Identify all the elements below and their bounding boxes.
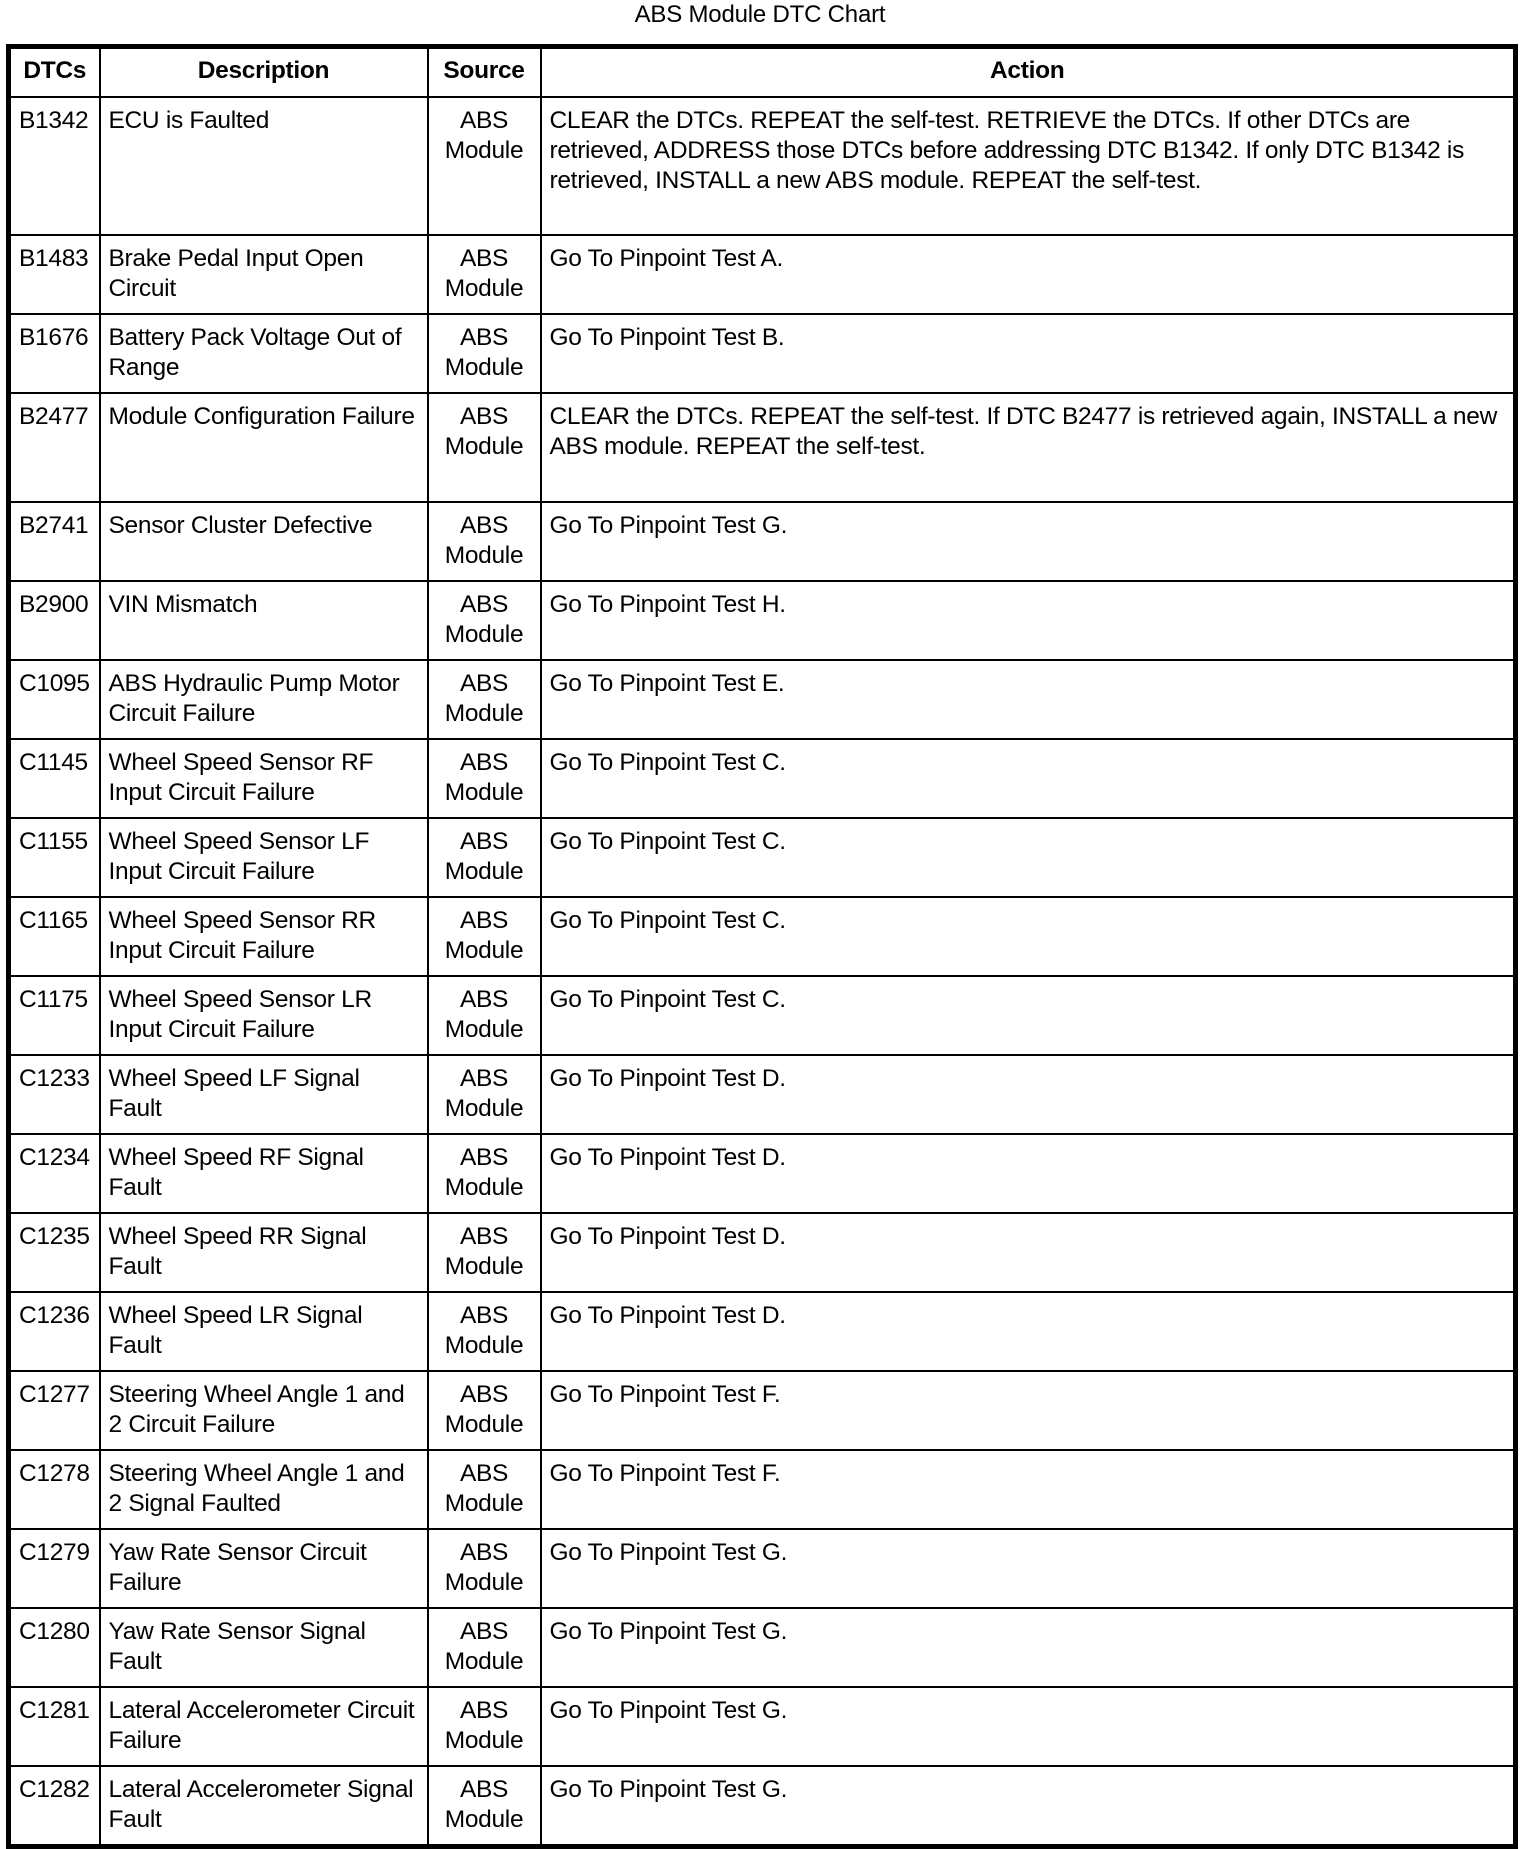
source-text: ABS Module	[444, 1618, 524, 1675]
dtc-action: Go To Pinpoint Test D.	[541, 1055, 1516, 1134]
dtc-action: Go To Pinpoint Test G.	[541, 1529, 1516, 1608]
dtc-action: CLEAR the DTCs. REPEAT the self-test. RETRIEVE the DTCs. If other DTCs are retrieved, ADDRESS those DTCs before addressing DTC B1342. If only DTC B1342 is retrieved, INSTALL a new ABS module. REPEAT the self-test.	[541, 97, 1516, 235]
dtc-source	[428, 818, 541, 897]
dtc-source	[428, 1134, 541, 1213]
dtc-code: C1145	[9, 739, 100, 818]
source-text: ABS Module	[444, 1539, 524, 1596]
dtc-action: CLEAR the DTCs. REPEAT the self-test. If DTC B2477 is retrieved again, INSTALL a new ABS module. REPEAT the self-test.	[541, 393, 1516, 502]
dtc-source	[428, 1055, 541, 1134]
source-text: ABS Module	[444, 1302, 524, 1359]
column-header-dtcs: DTCs	[9, 47, 100, 98]
dtc-code: C1165	[9, 897, 100, 976]
page-title: ABS Module DTC Chart	[634, 1, 886, 28]
dtc-code: C1234	[9, 1134, 100, 1213]
source-text: ABS Module	[444, 749, 524, 806]
dtc-source	[428, 314, 541, 393]
dtc-description: Wheel Speed Sensor RR Input Circuit Failure	[100, 897, 428, 976]
dtc-action: Go To Pinpoint Test H.	[541, 581, 1516, 660]
table-row	[9, 314, 1516, 393]
source-text: ABS Module	[444, 1144, 524, 1201]
source-text: ABS Module	[444, 245, 524, 302]
dtc-description: Lateral Accelerometer Circuit Failure	[100, 1687, 428, 1766]
table-row	[9, 818, 1516, 897]
dtc-code: C1281	[9, 1687, 100, 1766]
dtc-source	[428, 1213, 541, 1292]
dtc-description: Wheel Speed Sensor LF Input Circuit Failure	[100, 818, 428, 897]
table-row	[9, 1213, 1516, 1292]
dtc-table	[6, 44, 1518, 1849]
dtc-code: B2741	[9, 502, 100, 581]
source-text: ABS Module	[444, 1381, 524, 1438]
source-text: ABS Module	[444, 107, 524, 164]
dtc-source	[428, 235, 541, 314]
table-row	[9, 1371, 1516, 1450]
dtc-source	[428, 1687, 541, 1766]
dtc-action: Go To Pinpoint Test C.	[541, 897, 1516, 976]
table-row	[9, 660, 1516, 739]
table-row	[9, 976, 1516, 1055]
dtc-code: C1233	[9, 1055, 100, 1134]
dtc-description: Wheel Speed Sensor RF Input Circuit Failure	[100, 739, 428, 818]
source-text: ABS Module	[444, 986, 524, 1043]
column-header-action: Action	[541, 47, 1516, 98]
dtc-action: Go To Pinpoint Test E.	[541, 660, 1516, 739]
dtc-description: Wheel Speed LR Signal Fault	[100, 1292, 428, 1371]
dtc-source	[428, 1529, 541, 1608]
dtc-description: Lateral Accelerometer Signal Fault	[100, 1766, 428, 1847]
dtc-code: C1277	[9, 1371, 100, 1450]
dtc-code: C1280	[9, 1608, 100, 1687]
dtc-source	[428, 1371, 541, 1450]
dtc-description: Module Configuration Failure	[100, 393, 428, 502]
source-text: ABS Module	[444, 1776, 524, 1833]
dtc-code: C1278	[9, 1450, 100, 1529]
dtc-source	[428, 739, 541, 818]
dtc-code: C1235	[9, 1213, 100, 1292]
dtc-action: Go To Pinpoint Test G.	[541, 502, 1516, 581]
dtc-code: B1342	[9, 97, 100, 235]
dtc-description: ECU is Faulted	[100, 97, 428, 235]
dtc-source	[428, 502, 541, 581]
dtc-description: Steering Wheel Angle 1 and 2 Signal Faulted	[100, 1450, 428, 1529]
dtc-code: B2477	[9, 393, 100, 502]
table-row	[9, 97, 1516, 235]
table-row	[9, 1687, 1516, 1766]
dtc-action: Go To Pinpoint Test F.	[541, 1450, 1516, 1529]
dtc-action: Go To Pinpoint Test C.	[541, 818, 1516, 897]
source-text: ABS Module	[444, 670, 524, 727]
table-header-row	[9, 47, 1516, 98]
dtc-source	[428, 976, 541, 1055]
table-row	[9, 739, 1516, 818]
dtc-code: C1282	[9, 1766, 100, 1847]
source-text: ABS Module	[444, 1460, 524, 1517]
source-text: ABS Module	[444, 828, 524, 885]
dtc-source	[428, 393, 541, 502]
column-header-description: Description	[100, 47, 428, 98]
dtc-code: C1155	[9, 818, 100, 897]
source-text: ABS Module	[444, 403, 524, 460]
dtc-action: Go To Pinpoint Test G.	[541, 1766, 1516, 1847]
dtc-description: VIN Mismatch	[100, 581, 428, 660]
dtc-description: Wheel Speed Sensor LR Input Circuit Failure	[100, 976, 428, 1055]
dtc-action: Go To Pinpoint Test D.	[541, 1134, 1516, 1213]
dtc-source	[428, 1608, 541, 1687]
dtc-code: C1095	[9, 660, 100, 739]
table-row	[9, 1134, 1516, 1213]
source-text: ABS Module	[444, 907, 524, 964]
table-row	[9, 1766, 1516, 1847]
table-row	[9, 581, 1516, 660]
dtc-source	[428, 581, 541, 660]
dtc-code: C1175	[9, 976, 100, 1055]
dtc-source	[428, 660, 541, 739]
dtc-code: C1279	[9, 1529, 100, 1608]
table-row	[9, 897, 1516, 976]
dtc-action: Go To Pinpoint Test G.	[541, 1608, 1516, 1687]
table-row	[9, 393, 1516, 502]
dtc-action: Go To Pinpoint Test C.	[541, 739, 1516, 818]
source-text: ABS Module	[444, 1065, 524, 1122]
table-row	[9, 502, 1516, 581]
dtc-description: Brake Pedal Input Open Circuit	[100, 235, 428, 314]
dtc-source	[428, 1766, 541, 1847]
source-text: ABS Module	[444, 1223, 524, 1280]
dtc-description: ABS Hydraulic Pump Motor Circuit Failure	[100, 660, 428, 739]
dtc-description: Sensor Cluster Defective	[100, 502, 428, 581]
dtc-action: Go To Pinpoint Test F.	[541, 1371, 1516, 1450]
dtc-description: Yaw Rate Sensor Circuit Failure	[100, 1529, 428, 1608]
dtc-description: Wheel Speed RR Signal Fault	[100, 1213, 428, 1292]
dtc-action: Go To Pinpoint Test D.	[541, 1213, 1516, 1292]
dtc-source	[428, 1450, 541, 1529]
dtc-description: Steering Wheel Angle 1 and 2 Circuit Failure	[100, 1371, 428, 1450]
dtc-action: Go To Pinpoint Test G.	[541, 1687, 1516, 1766]
table-row	[9, 1608, 1516, 1687]
dtc-description: Yaw Rate Sensor Signal Fault	[100, 1608, 428, 1687]
column-header-source: Source	[428, 47, 541, 98]
dtc-code: B2900	[9, 581, 100, 660]
dtc-action: Go To Pinpoint Test C.	[541, 976, 1516, 1055]
source-text: ABS Module	[444, 591, 524, 648]
table-row	[9, 235, 1516, 314]
dtc-description: Wheel Speed RF Signal Fault	[100, 1134, 428, 1213]
dtc-source	[428, 97, 541, 235]
dtc-source	[428, 1292, 541, 1371]
dtc-description: Wheel Speed LF Signal Fault	[100, 1055, 428, 1134]
table-row	[9, 1292, 1516, 1371]
table-row	[9, 1529, 1516, 1608]
dtc-action: Go To Pinpoint Test B.	[541, 314, 1516, 393]
table-body	[9, 97, 1516, 1847]
dtc-code: B1676	[9, 314, 100, 393]
dtc-code: C1236	[9, 1292, 100, 1371]
table-row	[9, 1055, 1516, 1134]
source-text: ABS Module	[444, 324, 524, 381]
dtc-code: B1483	[9, 235, 100, 314]
dtc-action: Go To Pinpoint Test A.	[541, 235, 1516, 314]
dtc-action: Go To Pinpoint Test D.	[541, 1292, 1516, 1371]
dtc-description: Battery Pack Voltage Out of Range	[100, 314, 428, 393]
source-text: ABS Module	[444, 512, 524, 569]
dtc-source	[428, 897, 541, 976]
source-text: ABS Module	[444, 1697, 524, 1754]
table-row	[9, 1450, 1516, 1529]
